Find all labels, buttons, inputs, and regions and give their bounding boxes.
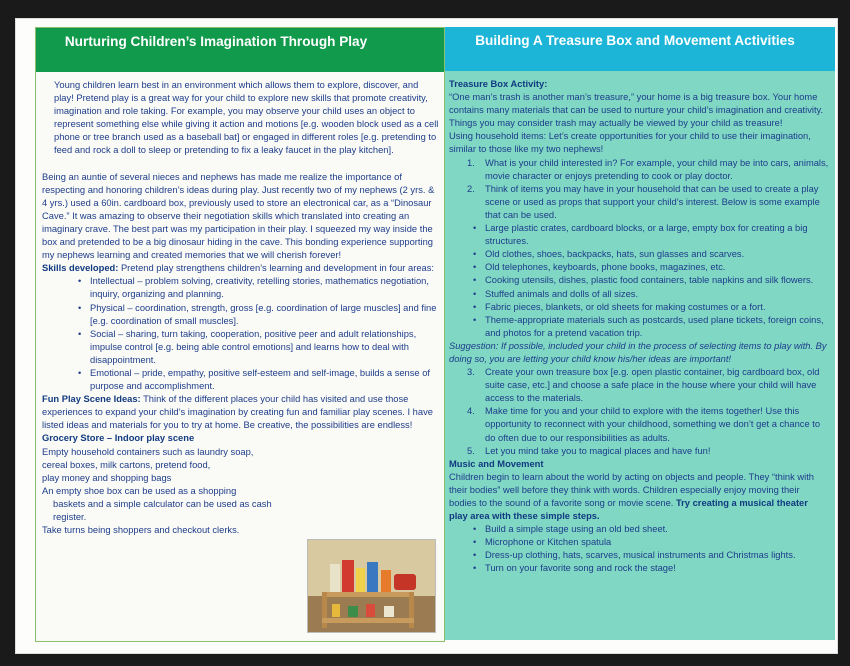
treasure-label: Treasure Box Activity: (449, 79, 548, 89)
item-entry: • Large plastic crates, cardboard blocks, or a large, empty box for creating a big structures. (485, 222, 829, 248)
suggestion-paragraph: Suggestion: If possible, included your child in the process of selecting items to play with. By doing so, you are letting your child know his/her ideas are important! (449, 340, 827, 364)
right-title: Building A Treasure Box and Movement Activities (475, 33, 795, 48)
skills-label: Skills developed: (42, 263, 119, 274)
treasure-intro: “One man’s trash is another man’s treasure,” your home is a big treasure box. Your home contains many materials that can be used to nurture your child’s imagination and creativity. Things you may consider trash may actually be viewed by your child as treasure! (449, 92, 824, 129)
household-paragraph: Using household items: Let’s create opportunities for your child to use their imagination, similar to those like my two nephews! (449, 131, 811, 155)
music-item: • Dress-up clothing, hats, scarves, musical instruments and Christmas lights. (485, 549, 829, 562)
skills-paragraph (42, 262, 440, 275)
fun-paragraph (42, 393, 440, 432)
left-title: Nurturing Children’s Imagination Through Play (64, 34, 368, 49)
music-list (449, 523, 829, 575)
step-item: 1. What is your child interested in? For example, your child may be into cars, animals, movie character or enjoys pretending to cook or play doctor. (467, 157, 829, 181)
grocery-line: Take turns being shoppers and checkout clerks. (42, 525, 240, 536)
left-header (36, 28, 444, 72)
music-item: • Microphone or Kitchen spatula (485, 536, 829, 549)
grocery-line: An empty shoe box can be used as a shopping (42, 485, 237, 496)
music-item: • Build a simple stage using an old bed sheet. (485, 523, 829, 536)
grocery-title: Grocery Store – Indoor play scene (42, 433, 195, 444)
music-item: • Turn on your favorite song and rock the stage! (485, 562, 829, 575)
music-bold: Try creating a musical theater play area with these simple steps. (449, 498, 808, 522)
grocery-line: baskets and a simple calculator can be used as cash (53, 498, 272, 509)
left-column (35, 27, 445, 642)
items-list (449, 222, 829, 340)
left-body (42, 79, 440, 537)
music-label: Music and Movement (449, 458, 544, 469)
steps-list-b (449, 366, 829, 458)
step-item: 5. Let you mind take you to magical places and have fun! (467, 445, 711, 456)
step-item: 2. Think of items you may have in your household that can be used to create a play scene or used as props that support your child’s interest. Below is some example that can be used. (467, 183, 820, 220)
grocery-play-photo (307, 539, 436, 633)
step-item: 3. Create your own treasure box [e.g. open plastic container, big cardboard box, old suite case, etc.] and choose a safe place in the house where your child will have access to the materials. (467, 367, 820, 404)
skills-text: Pretend play strengthens children’s learning and development in four areas: (118, 263, 434, 274)
right-header (445, 27, 835, 71)
newsletter-page (16, 19, 837, 653)
story-paragraph: Being an auntie of several nieces and nephews has made me realize the importance of respecting and honoring children’s ideas during play. Just recently two of my nephews (2 yrs. & 4 yrs.) used a 60in. cardboard box, previously used to store an electronical car, as a “Dinosaur Cave.” It was amazing to observe their negotiation skills which translated into creating an imaginary crave. The best part was my participation in their play. I squeezed my way inside the box and pretended to be a big dinosaur hiding in the cave. This bonding experience supporting my nephews learning and created memories that we will cherish forever! (42, 171, 435, 261)
grocery-line: Empty household containers such as laundry soap, (42, 446, 254, 457)
skill-item: • Intellectual – problem solving, creativity, retelling stories, mathematics negotiation, inquiry, organizing and planning. (90, 275, 440, 301)
grocery-line: play money and shopping bags (42, 472, 172, 483)
skill-item: • Social – sharing, turn taking, cooperation, positive peer and adult relationships, impulse control [e.g. being able control emotions] and learns how to deal with disappointment. (90, 328, 440, 367)
fun-label: Fun Play Scene Ideas: (42, 394, 141, 405)
music-paragraph: Children begin to learn about the world by acting on objects and people. They “think with their bodies” well before they think with words. Children especially enjoy moving their bodies to the sound of a favorite song or movie scene. Try creating a musical theater play area with these simple steps. (449, 471, 814, 522)
item-entry: • Fabric pieces, blankets, or old sheets for making costumes or a fort. (485, 301, 829, 314)
steps-list-a (449, 157, 829, 222)
right-body (449, 78, 829, 576)
right-column (445, 27, 835, 640)
item-entry: • Stuffed animals and dolls of all sizes. (485, 288, 829, 301)
fun-text: Think of the different places your child has visited and use those experiences to expand your child’s imagination by creating fun and familiar play scenes. I have listed ideas and materials for you to try at home. Be creative, the possibilities are endless! (42, 394, 433, 431)
skill-item: • Emotional – pride, empathy, positive self-esteem and self-image, builds a sense of purpose and accomplishment. (90, 367, 440, 393)
skills-list (42, 275, 440, 393)
item-entry: • Old telephones, keyboards, phone books, magazines, etc. (485, 261, 829, 274)
item-entry: • Cooking utensils, dishes, plastic food containers, table napkins and silk flowers. (485, 274, 829, 287)
item-entry: • Old clothes, shoes, backpacks, hats, sun glasses and scarves. (485, 248, 829, 261)
grocery-line: register. (53, 512, 87, 522)
step-item: 4. Make time for you and your child to explore with the items together! Use this opportunity to reconnect with your childhood, something we don’t get a chance to do often due to our responsibilities as adults. (467, 406, 821, 443)
intro-paragraph: Young children learn best in an environment which allows them to explore, discover, and play! Pretend play is a great way for your child to explore new skills that promote creativity, imagination and role taking. For example, you may observe your child uses an object to represent something else while giving it action and motions [e.g. wooden block used as a cell phone or tree branch used as a baseball bat] or engaged in different roles [e.g. pretending to feed and rock a doll to sleep or pretending to fix a leaky faucet in the play kitchen]. (54, 80, 439, 156)
item-entry: • Theme-appropriate materials such as postcards, used plane tickets, foreign coins, and photos for a pretend vacation trip. (485, 314, 829, 340)
skill-item: • Physical – coordination, strength, gross [e.g. coordination of large muscles] and fine [e.g. coordination of small muscles]. (90, 302, 440, 328)
grocery-line: cereal boxes, milk cartons, pretend food, (42, 459, 211, 470)
